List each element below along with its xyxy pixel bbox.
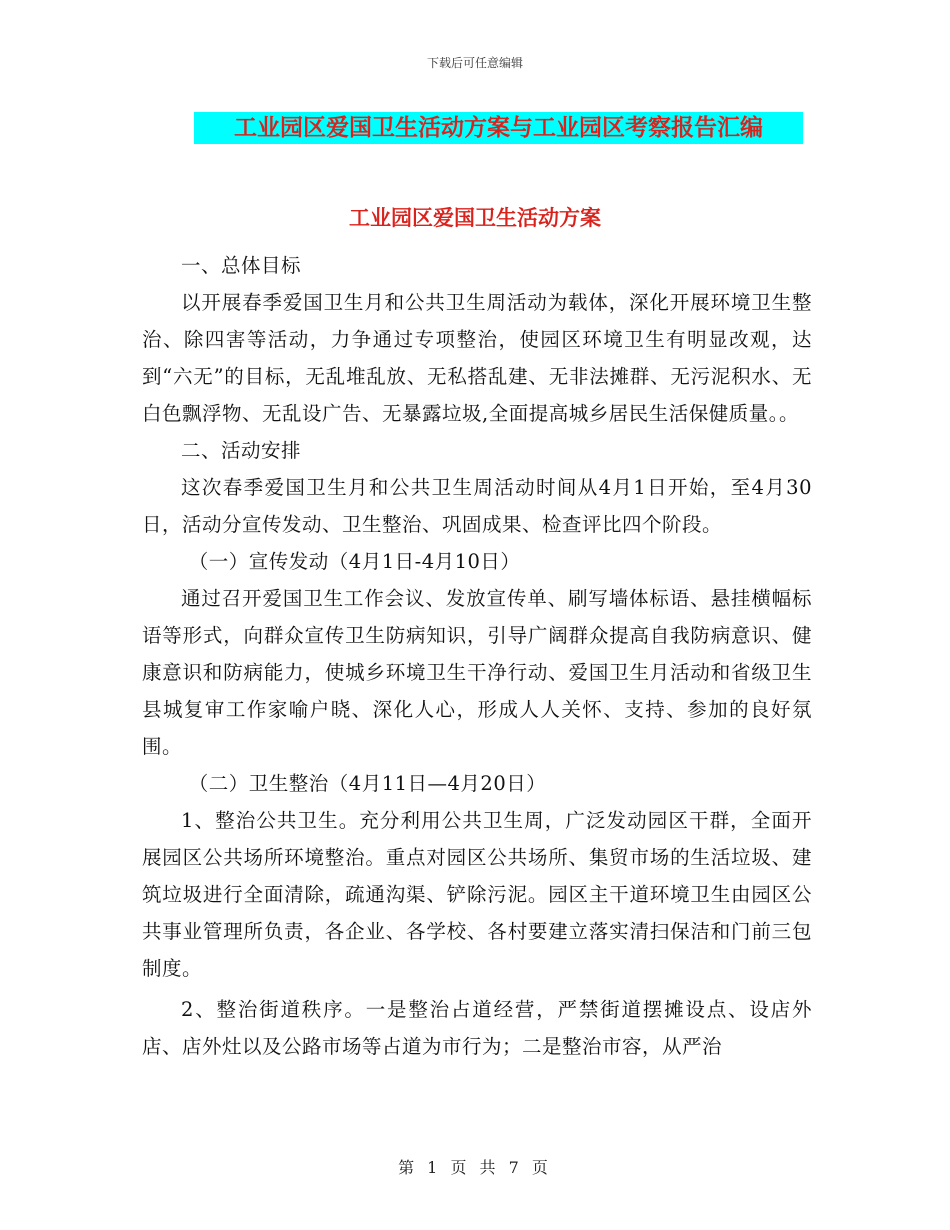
header-note: 下载后可任意编辑 [426,56,523,70]
main-title: 工业园区爱国卫生活动方案与工业园区考察报告汇编 [234,114,763,141]
page-footer: 第 1 页 共 7 页 [398,1158,552,1177]
subsection-heading: （一）宣传发动（4月1日-4月10日） [188,550,521,573]
subsection-heading: （二）卫生整治（4月11日—4月20日） [188,772,547,795]
section-heading: 二、活动安排 [181,439,302,462]
section-heading: 一、总体目标 [181,254,302,277]
paragraph: 2、整治街道秩序。一是整治占道经营，严禁街道摆摊设点、设店外店、店外灶以及公路市场等占道为市行为；二是整治市容，从严治 [142,998,812,1058]
paragraph: 通过召开爱国卫生工作会议、发放宣传单、刷写墙体标语、悬挂横幅标语等形式，向群众宣传卫生防病知识，引导广阔群众提高自我防病意识、健康意识和防病能力，使城乡环境卫生干净行动、爱国卫生月活动和省级卫生县城复审工作家喻户晓、深化人心，形成人人关怀、支持、参加的良好氛围。 [142,587,812,758]
paragraph: 以开展春季爱国卫生月和公共卫生周活动为载体，深化开展环境卫生整治、除四害等活动，力争通过专项整治，使园区环境卫生有明显改观，达到“六无”的目标，无乱堆乱放、无私搭乱建、无非法摊群、无污泥积水、无白色飘浮物、无乱设广告、无暴露垃圾,全面提高城乡居民生活保健质量。。 [142,291,812,425]
paragraph: 这次春季爱国卫生月和公共卫生周活动时间从4月1日开始，至4月30日，活动分宣传发动、卫生整治、巩固成果、检查评比四个阶段。 [142,476,812,536]
paragraph: 1、整治公共卫生。充分利用公共卫生周，广泛发动园区干群，全面开展园区公共场所环境整治。重点对园区公共场所、集贸市场的生活垃圾、建筑垃圾进行全面清除，疏通沟渠、铲除污泥。园区主干道环境卫生由园区公共事业管理所负责，各企业、各学校、各村要建立落实清扫保洁和门前三包制度。 [142,809,812,980]
sub-title: 工业园区爱国卫生活动方案 [349,205,601,230]
document-body [142,247,812,1065]
